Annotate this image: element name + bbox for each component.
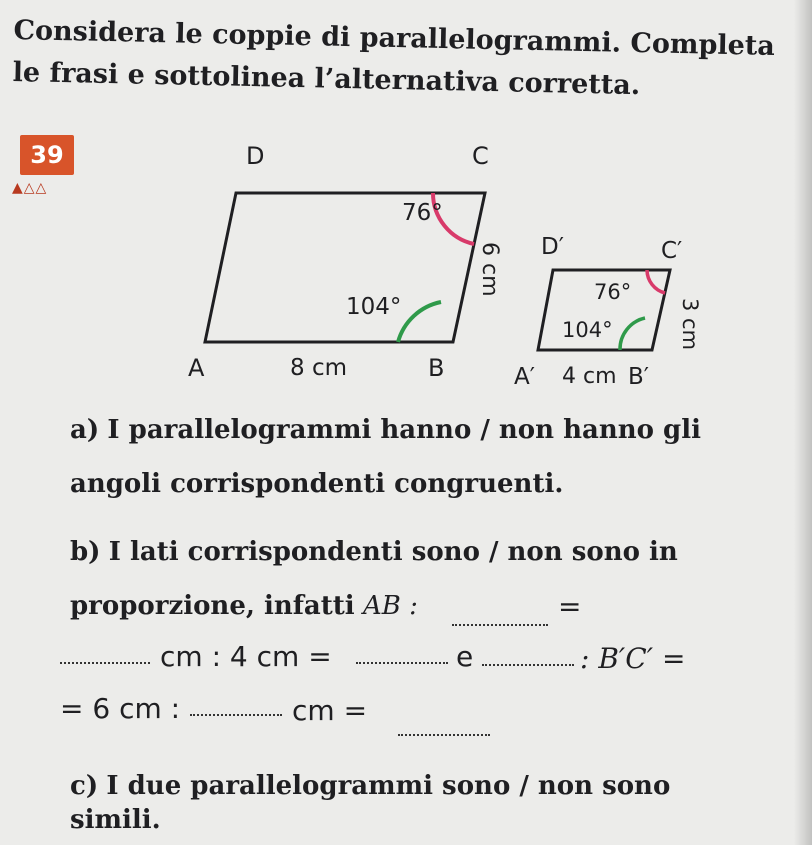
ratio-ab-label: AB : bbox=[362, 591, 418, 621]
side-length-label: 6 cm bbox=[477, 242, 502, 297]
blank-ratio-2[interactable] bbox=[398, 734, 490, 736]
angle-arc-b bbox=[398, 302, 441, 342]
small-base-length-label: 4 cm bbox=[562, 364, 617, 389]
conjunction-e: e bbox=[456, 640, 474, 673]
question-b-proportion-text: proporzione, infatti bbox=[70, 591, 355, 621]
blank-ab-value[interactable] bbox=[60, 662, 150, 664]
small-angle-76-label: 76° bbox=[594, 280, 632, 304]
question-b-text: I lati corrispondenti sono / non sono in bbox=[108, 537, 678, 567]
equals-sign-1: = bbox=[558, 590, 582, 623]
blank-ratio-1[interactable] bbox=[356, 662, 448, 664]
question-b-line-2 bbox=[70, 586, 418, 626]
angle-76-label: 76° bbox=[402, 200, 443, 226]
question-a-text: I parallelogrammi hanno / non hanno gli bbox=[107, 415, 701, 445]
angle-arc-b1 bbox=[620, 318, 645, 350]
question-a-line-2: angoli corrispondenti congruenti. bbox=[70, 469, 564, 499]
ratio-bc-label: : B′C′ = bbox=[580, 642, 686, 675]
small-side-length-label: 3 cm bbox=[678, 298, 702, 351]
question-c-text: I due parallelogrammi sono / non sono bbox=[106, 771, 671, 801]
blank-ab[interactable] bbox=[452, 624, 548, 626]
question-b-line-1 bbox=[70, 532, 678, 572]
instructions-line-1: Considera le coppie di parallelogrammi. Completa bbox=[13, 14, 776, 62]
question-a-line-1 bbox=[70, 410, 701, 450]
vertex-c1-label: C′ bbox=[661, 238, 683, 264]
difficulty-indicator: ▲△△ bbox=[12, 180, 48, 196]
vertex-a-label: A bbox=[188, 354, 205, 382]
small-angle-104-label: 104° bbox=[562, 318, 613, 342]
vertex-b-label: B bbox=[428, 354, 445, 382]
question-a-letter: a) bbox=[70, 415, 100, 445]
exercise-number-badge: 39 bbox=[20, 135, 74, 175]
question-c-line-2: simili. bbox=[70, 805, 161, 835]
angle-arc-c1 bbox=[647, 270, 665, 293]
vertex-d-label: D bbox=[246, 142, 265, 170]
blank-b1c1-value[interactable] bbox=[190, 714, 282, 716]
question-c-letter: c) bbox=[70, 771, 99, 801]
question-b-letter: b) bbox=[70, 537, 101, 567]
angle-104-label: 104° bbox=[346, 294, 402, 320]
ratio-6cm: = 6 cm : bbox=[60, 692, 181, 725]
vertex-d1-label: D′ bbox=[541, 234, 564, 260]
blank-bc-value[interactable] bbox=[482, 664, 574, 666]
base-length-label: 8 cm bbox=[290, 355, 347, 381]
parallelogram-abcd bbox=[205, 193, 485, 342]
vertex-b1-label: B′ bbox=[628, 364, 650, 390]
instructions-line-2: le frasi e sottolinea l’alternativa corretta. bbox=[12, 56, 641, 102]
ratio-cm-4cm: cm : 4 cm = bbox=[160, 640, 332, 673]
vertex-c-label: C bbox=[472, 142, 489, 170]
vertex-a1-label: A′ bbox=[514, 364, 535, 390]
ratio-cm-equals: cm = bbox=[292, 694, 368, 727]
